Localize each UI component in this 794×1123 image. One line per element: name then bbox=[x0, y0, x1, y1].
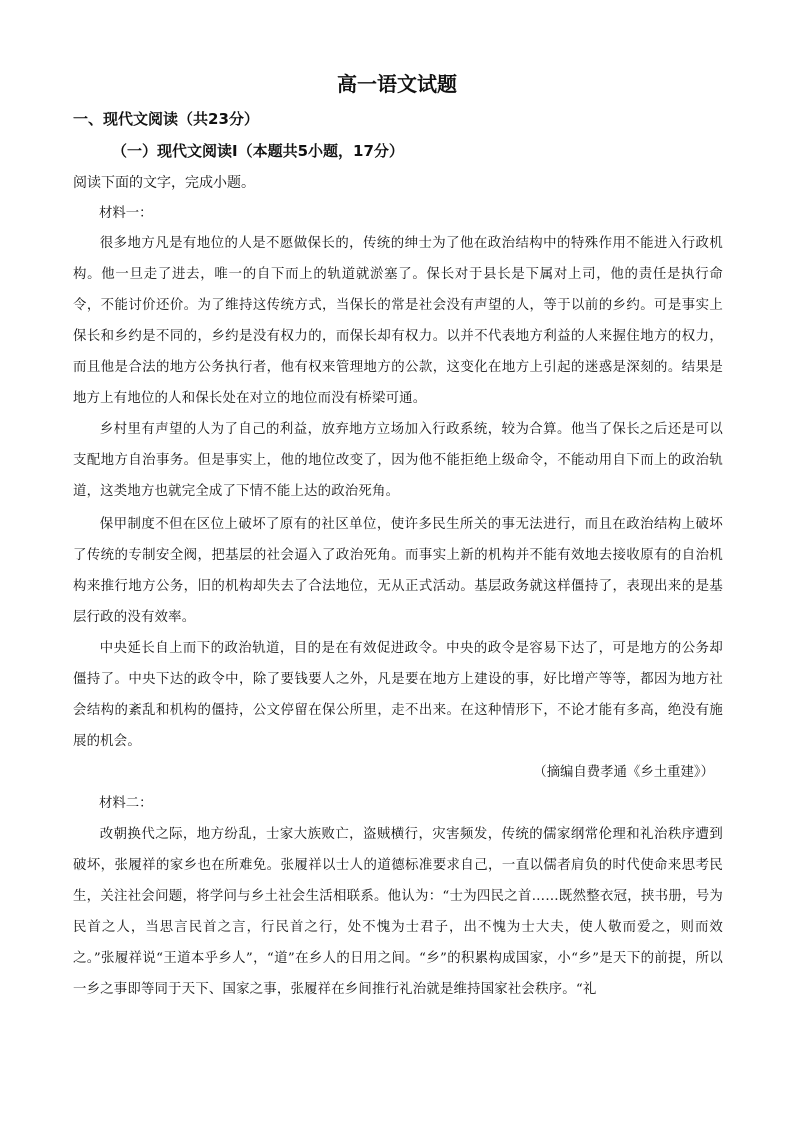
material1-paragraph-1: 很多地方凡是有地位的人是不愿做保长的，传统的绅士为了他在政治结构中的特殊作用不能进入行政机构。他一旦走了进去，唯一的自下而上的轨道就淤塞了。保长对于县长是下属对上司，他的责任是执行命令，不能讨价还价。为了维持这传统方式，当保长的常是社会没有声望的人，等于以前的乡约。可是事实上保长和乡约是不同的，乡约是没有权力的，而保长却有权力。以并不代表地方利益的人来握住地方的权力，而且他是合法的地方公务执行者，他有权来管理地方的公款，这变化在地方上引起的迷惑是深刻的。结果是地方上有地位的人和保长处在对立的地位而没有桥梁可通。 bbox=[73, 236, 723, 406]
page-title: 高一语文试题 bbox=[337, 72, 457, 96]
material2-label: 材料二： bbox=[99, 796, 153, 811]
material1-paragraph-4: 中央延长自上而下的政治轨道，目的是在有效促进政令。中央的政令是容易下达了，可是地方的公务却僵持了。中央下达的政令中，除了要钱要人之外，凡是要在地方上建设的事，好比增产等等，都因为地方社会结构的紊乱和机构的僵持，公文停留在保公所里，走不出来。在这种情形下，不论才能有多高，绝没有施展的机会。 bbox=[73, 641, 723, 749]
material2-paragraph: 改朝换代之际，地方纷乱，士家大族败亡，盗贼横行，灾害频发，传统的儒家纲常伦理和礼治秩序遭到破坏，张履祥的家乡也在所难免。张履祥以士人的道德标准要求自己，一直以儒者肩负的时代使命来思考民生，关注社会问题，将学问与乡土社会生活相联系。他认为：“士为四民之首……既然整衣冠，挟书册，号为民首之人，当思言民首之言，行民首之行，处不愧为士君子，出不愧为士大夫，使人敬而爱之，则而效之。”张履祥说“王道本乎乡人”，“道”在乡人的日用之间。“乡”的积累构成国家，小“乡”是天下的前提，所以一乡之事即等同于天下、国家之事，张履祥在乡间推行礼治就是维持国家社会秩序。“礼 bbox=[73, 827, 723, 997]
material1-paragraph-3: 保甲制度不但在区位上破坏了原有的社区单位，使许多民生所关的事无法进行，而且在政治结构上破坏了传统的专制安全阀，把基层的社会逼入了政治死角。而事实上新的机构并不能有效地去接收原有的自治机构来推行地方公务，旧的机构却失去了合法地位，无从正式活动。基层政务就这样僵持了，表现出来的是基层行政的没有效率。 bbox=[73, 517, 723, 625]
material1-label: 材料一： bbox=[99, 206, 153, 221]
material1-source: （摘编自费孝通《乡土重建》） bbox=[533, 765, 714, 780]
section-heading: 一、现代文阅读（共23分） bbox=[73, 110, 259, 128]
instruction-text: 阅读下面的文字，完成小题。 bbox=[73, 175, 255, 191]
material1-paragraph-2: 乡村里有声望的人为了自己的利益，放弃地方立场加入行政系统，较为合算。他当了保长之后还是可以支配地方自治事务。但是事实上，他的地位改变了，因为他不能拒绝上级命令，不能动用自下而上的政治轨道，这类地方也就完全成了下情不能上达的政治死角。 bbox=[73, 422, 723, 499]
subsection-heading: （一）现代文阅读Ⅰ（本题共5小题，17分） bbox=[112, 142, 404, 160]
